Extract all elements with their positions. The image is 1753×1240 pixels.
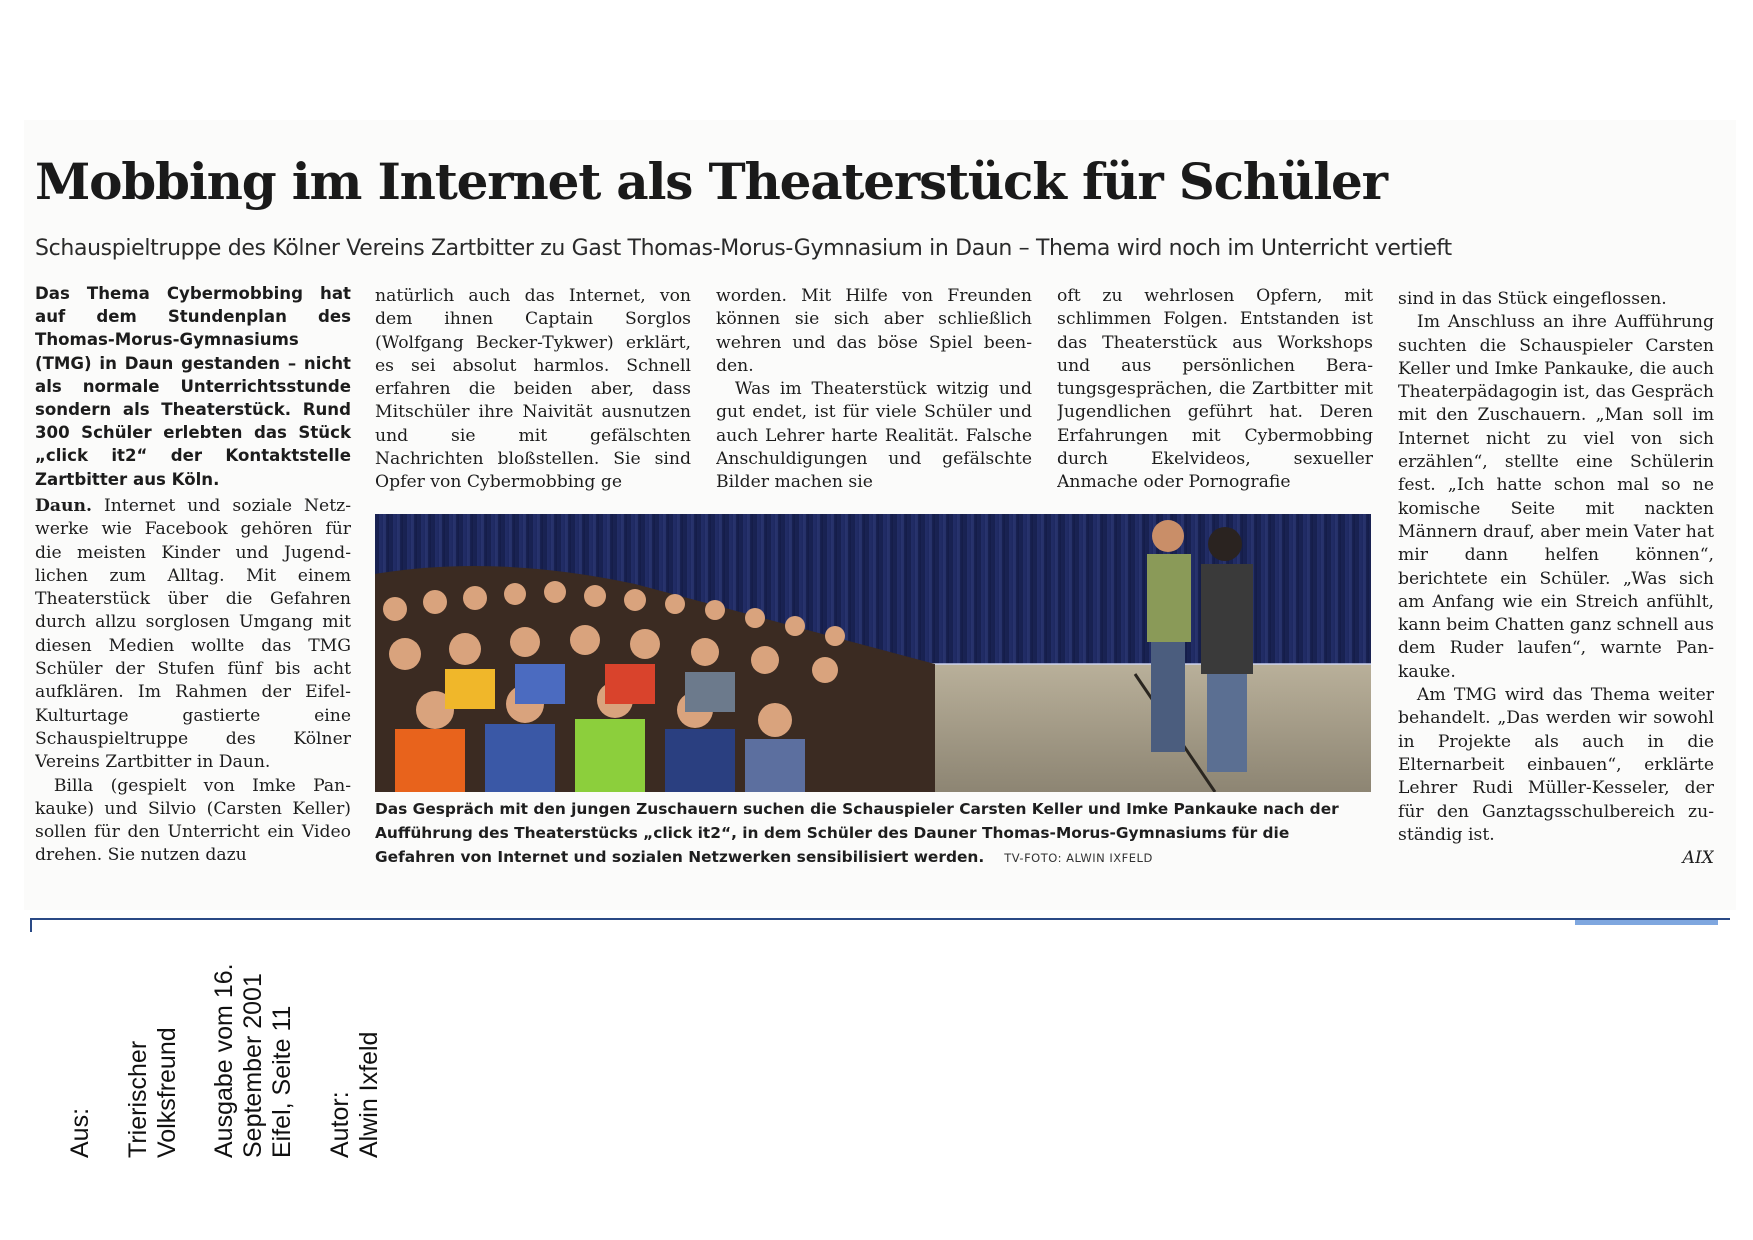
source-publication xyxy=(124,1027,182,1158)
paragraph: Am TMG wird das Thema weiter behandelt. „Das werden wir sowohl in Projekte als auch in die Elternarbeit einbauen“, erklärte Lehrer Rudi Müller-Kesseler, der für den Ganztagsschulbereich zuständig ist. xyxy=(1398,685,1714,845)
article-column-2 xyxy=(375,285,691,495)
author-name: Alwin Ixfeld xyxy=(355,1031,383,1158)
audience-stage-photo xyxy=(375,514,1371,792)
article-column-5 xyxy=(1398,288,1714,870)
source-issue xyxy=(210,963,297,1158)
publication-line-2: Volksfreund xyxy=(153,1027,181,1158)
photo-credit: TV-FOTO: ALWIN IXFELD xyxy=(1004,851,1153,865)
article-headline: Mobbing im Internet als Theaterstück für Schüler xyxy=(35,152,1387,211)
publication-line-1: Trierischer xyxy=(124,1040,152,1158)
paragraph: Billa (gespielt von Imke Pankauke) und Silvio (Carsten Keller) sollen für den Unterricht ein Video drehen. Sie nutzen dazu xyxy=(35,775,351,866)
caption-text: Das Gespräch mit den jungen Zuschauern suchen die Schauspieler Carsten Keller und Imke Pankauke nach der Aufführung des Theaterstücks „click it2“, in dem Schüler des Dauner Thomas-Morus-Gymnasiums für die Gefahren von Internet und sozialen Netzwerken sensibilisiert werden. xyxy=(375,800,1339,866)
separator-rule xyxy=(30,918,1730,920)
article-photo xyxy=(375,514,1371,792)
article-column-1 xyxy=(35,495,351,868)
article-subheadline: Schauspieltruppe des Kölner Vereins Zartbitter zu Gast Thomas-Morus-Gymnasium in Daun – Thema wird noch im Unterricht vertieft xyxy=(35,236,1452,261)
author-label: Autor: xyxy=(326,1091,354,1158)
issue-line-2: September 2001 xyxy=(239,973,267,1158)
paragraph: Was im Theaterstück witzig und gut endet, ist für viele Schüler und auch Lehrer harte Realität. Falsche Anschuldigungen und gefälschte Bilder machen sie xyxy=(716,379,1032,493)
paragraph: worden. Mit Hilfe von Freunden können sie sich aber schließlich wehren und das böse Spiel beenden. xyxy=(716,286,1032,376)
article-column-4 xyxy=(1057,285,1373,495)
separator-accent xyxy=(1575,920,1718,925)
dateline: Daun. xyxy=(35,496,93,516)
paragraph: Internet und soziale Netzwerke wie Facebook gehören für die meisten Kinder und Jugendlichen zum Alltag. Mit einem Theaterstück über die Gefahren durch allzu sorglosen Umgang mit diesen Medien wollte das TMG Schüler der Stufen fünf bis acht aufklären. Im Rahmen der Eifel-Kulturtage gastierte eine Schauspieltruppe des Kölner Vereins Zartbitter in Daun. xyxy=(35,496,351,773)
paragraph: sind in das Stück eingeflossen. xyxy=(1398,289,1667,309)
article-column-3 xyxy=(716,285,1032,495)
photo-caption xyxy=(375,797,1371,870)
author-initials: AIX xyxy=(1682,848,1714,869)
article-intro: Das Thema Cybermobbing hat auf dem Stundenplan des Thomas-Morus-Gymnasiums (TMG) in Daun gestanden – nicht als normale Unterrichtsstunde sondern als Theaterstück. Rund 300 Schüler erlebten das Stück „click it2“ der Kontaktstelle Zartbitter aus Köln. xyxy=(35,284,351,489)
paragraph: Im Anschluss an ihre Aufführung suchten die Schauspieler Carsten Keller und Imke Pankauke, die auch Theaterpädagogin ist, das Gespräch mit den Zuschauern. „Man soll im Internet nicht zu viel von sich erzählen“, stellte eine Schülerin fest. „Ich hatte schon mal so ne komische Seite mit nackten Männern drauf, aber mein Vater hat mir dann helfen können“, berichtete ein Schüler. „Was sich am Anfang wie ein Streich anfühlt, kann beim Chatten ganz schnell aus dem Ruder laufen“, warnte Pankauke. xyxy=(1398,312,1714,682)
separator-tick xyxy=(30,918,32,932)
paragraph: natürlich auch das Internet, von dem ihnen Captain Sorglos (Wolfgang Becker-Tykwer) erklärt, es sei absolut harmlos. Schnell erfahren die beiden aber, dass Mitschüler ihre Naivität ausnutzen und sie mit gefälschten Nachrichten bloßstellen. Sie sind Opfer von Cybermobbing ge xyxy=(375,286,691,493)
source-aus: Aus: xyxy=(66,1107,94,1158)
issue-line-3: Eifel, Seite 11 xyxy=(268,1005,296,1158)
source-author xyxy=(326,1032,384,1158)
source-label xyxy=(66,1108,95,1158)
paragraph: oft zu wehrlosen Opfern, mit schlimmen Folgen. Entstanden ist das Theaterstück aus Workshops und aus persönlichen Beratungsgesprächen, die Zartbitter mit Jugendlichen geführt hat. Deren Erfahrungen mit Cybermobbing durch Ekelvideos, sexueller Anmache oder Pornografie xyxy=(1057,286,1373,493)
issue-line-1: Ausgabe vom 16. xyxy=(210,963,238,1158)
